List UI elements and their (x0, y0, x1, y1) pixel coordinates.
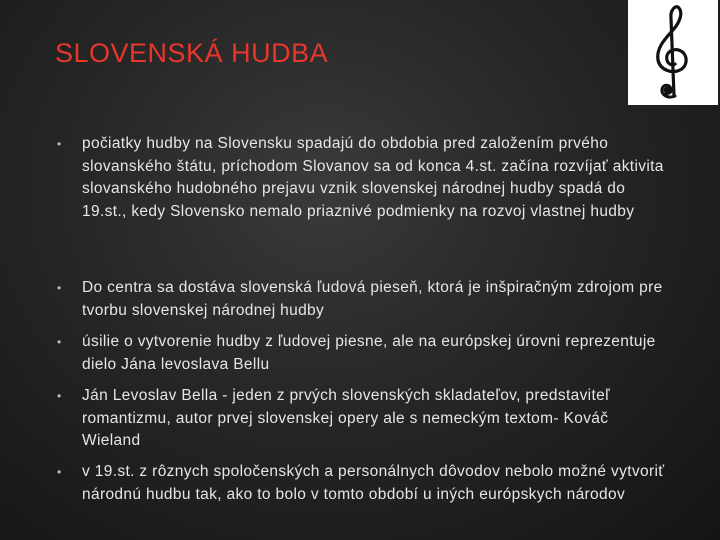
bullet-marker: • (57, 335, 62, 349)
list-item (57, 331, 667, 376)
bullet-text: počiatky hudby na Slovensku spadajú do obdobia pred založením prvého slovanského štátu, príchodom Slovanov sa od konca 4.st. začína rozvíjať aktivita slovanského hudobného prejavu vznik slovenskej národnej hudby spadá do 19.st., kedy Slovensko nemalo priaznivé podmienky na rozvoj vlastnej hudby (82, 135, 664, 220)
bullet-marker: • (57, 465, 62, 479)
bullet-marker: • (57, 389, 62, 403)
slide-title: SLOVENSKÁ HUDBA (55, 38, 329, 68)
bullet-text: úsilie o vytvorenie hudby z ľudovej piesne, ale na európskej úrovni reprezentuje dielo Jána levoslava Bellu (82, 333, 656, 373)
treble-clef-icon (628, 0, 718, 105)
bullet-text: Do centra sa dostáva slovenská ľudová pieseň, ktorá je inšpiračným zdrojom pre tvorbu slovenskej národnej hudby (82, 279, 663, 319)
list-item (57, 461, 667, 506)
list-item (57, 133, 667, 223)
bullet-text: v 19.st. z rôznych spoločenských a personálnych dôvodov nebolo možné vytvoriť národnú hudbu tak, ako to bolo v tomto období u iných európskych národov (82, 463, 665, 503)
bullet-text: Ján Levoslav Bella - jeden z prvých slovenských skladateľov, predstaviteľ romantizmu, autor prvej slovenskej opery ale s nemeckým textom- Kováč Wieland (82, 387, 610, 449)
list-item (57, 277, 667, 322)
bullet-marker: • (57, 281, 62, 295)
bullet-marker: • (57, 137, 62, 151)
list-item (57, 385, 667, 453)
